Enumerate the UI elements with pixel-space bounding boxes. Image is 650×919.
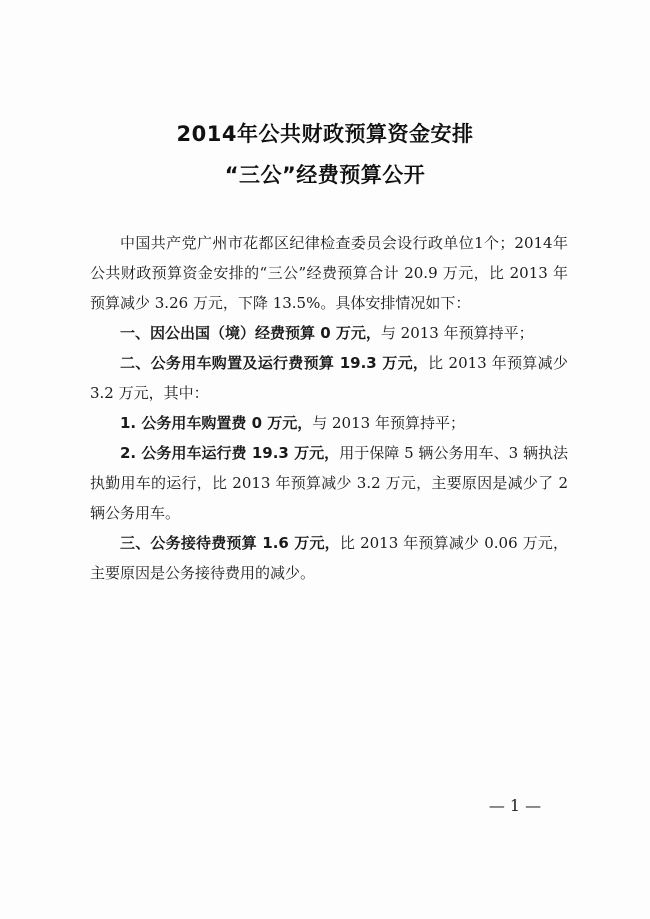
document-title-line-2: “三公”经费预算公开: [224, 163, 426, 187]
paragraph-vehicle-costs-heading: 二、公务用车购置及运行费预算 19.3 万元，: [120, 354, 429, 372]
document-title-line-1: 2014年公共财政预算资金安排: [176, 122, 474, 146]
paragraph-vehicle-operation-heading: 2. 公务用车运行费 19.3 万元，: [120, 444, 340, 462]
paragraph-reception-text: 比 2013 年预算减少 0.06 万元，主要原因是公务接待费用的减少。: [90, 534, 568, 582]
paragraph-overseas-travel-heading: 一、因公出国（境）经费预算 0 万元，: [120, 324, 381, 342]
paragraph-overseas-travel: [90, 318, 568, 348]
paragraph-vehicle-operation: [90, 438, 568, 528]
document-body: [90, 228, 568, 588]
paragraph-reception: [90, 528, 568, 588]
paragraph-vehicle-operation-text: 用于保障 5 辆公务用车、3 辆执法执勤用车的运行，比 2013 年预算减少 3.2 万元，主要原因是减少了 2 辆公务用车。: [90, 444, 568, 522]
paragraph-vehicle-costs: [90, 348, 568, 408]
paragraph-reception-heading: 三、公务接待费预算 1.6 万元，: [120, 534, 340, 552]
paragraph-vehicle-purchase-text: 与 2013 年预算持平；: [312, 414, 465, 432]
paragraph-vehicle-costs-text: 比 2013 年预算减少 3.2 万元，其中：: [90, 354, 568, 402]
paragraph-vehicle-purchase: [90, 408, 568, 438]
page-number: — 1 —: [488, 796, 542, 815]
paragraph-overseas-travel-text: 与 2013 年预算持平；: [380, 324, 534, 342]
paragraph-vehicle-purchase-heading: 1. 公务用车购置费 0 万元，: [120, 414, 313, 432]
paragraph-intro: 中国共产党广州市花都区纪律检查委员会设行政单位1个；2014年公共财政预算资金安排的“三公”经费预算合计 20.9 万元，比 2013 年预算减少 3.26 万元，下降 13.5%。具体安排情况如下：: [90, 234, 568, 312]
